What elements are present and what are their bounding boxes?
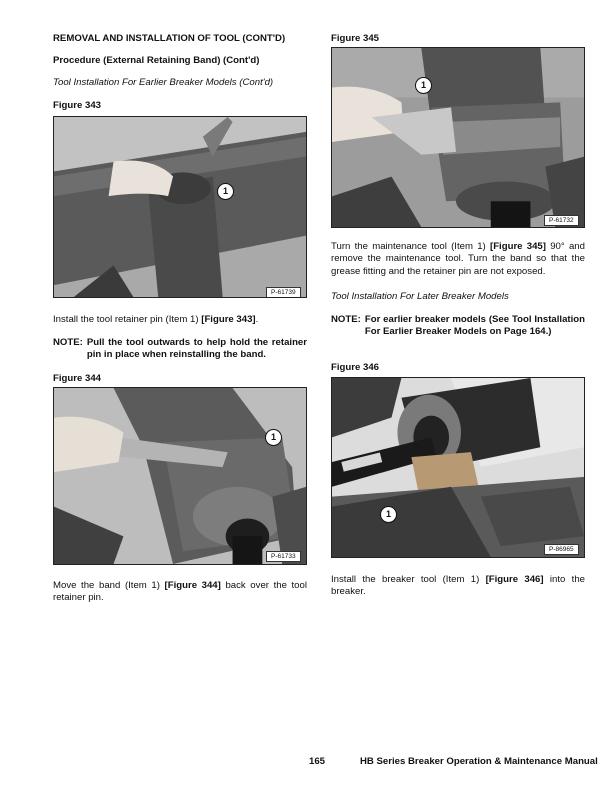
figure-346-label: Figure 346 [331, 362, 379, 373]
note-text: For earlier breaker models (See Tool Installation For Earlier Breaker Models on Page 164.) [364, 314, 585, 338]
italic-subheading-later: Tool Installation For Later Breaker Models [331, 291, 509, 302]
figure-ref: [Figure 344] [164, 580, 221, 591]
figure-345-callout: 1 [415, 77, 432, 94]
figure-344-callout: 1 [265, 429, 282, 446]
text-run: Install the breaker tool (Item 1) [331, 574, 486, 585]
figure-344-photo [53, 387, 307, 565]
figure-ref: [Figure 345] [490, 241, 546, 252]
figure-343-label: Figure 343 [53, 100, 101, 111]
figure-343-photo [53, 116, 307, 298]
figure-346-callout: 1 [380, 506, 397, 523]
text-run: back over the tool retainer pin. [53, 580, 307, 604]
figure-346-photo-id: P-86965 [544, 544, 579, 555]
manual-title: HB Series Breaker Operation & Maintenance Manual [360, 756, 598, 767]
section-heading: REMOVAL AND INSTALLATION OF TOOL (CONT'D) [53, 33, 286, 44]
right-instruction-1 [331, 241, 585, 278]
right-note [331, 314, 585, 339]
text-run: into the breaker. [331, 574, 585, 598]
left-instruction-2 [53, 580, 307, 605]
figure-345-label: Figure 345 [331, 33, 379, 44]
note-label: NOTE: [53, 337, 83, 348]
right-instruction-2 [331, 574, 585, 599]
note-text: Pull the tool outwards to help hold the retainer pin in place when reinstalling the band. [86, 337, 307, 361]
figure-345-photo-id: P-61732 [544, 215, 579, 226]
figure-345-photo [331, 47, 585, 228]
left-note [53, 337, 307, 362]
text-run: Move the band (Item 1) [53, 580, 165, 591]
procedure-subheading: Procedure (External Retaining Band) (Cont'd) [53, 55, 260, 66]
figure-344-label: Figure 344 [53, 373, 101, 384]
figure-344-photo-id: P-61733 [266, 551, 301, 562]
figure-346-photo [331, 377, 585, 558]
left-instruction-1 [53, 314, 307, 326]
figure-343-photo-id: P-61739 [266, 287, 301, 298]
text-run: 90° and remove the maintenance tool. Turn the band so that the grease fitting and the retainer pin are not exposed. [331, 241, 585, 277]
figure-ref: [Figure 343] [201, 314, 256, 325]
text-run: Install the tool retainer pin (Item 1) [53, 314, 202, 325]
italic-subheading-earlier: Tool Installation For Earlier Breaker Models (Cont'd) [53, 77, 274, 88]
note-label: NOTE: [331, 314, 361, 325]
figure-ref: [Figure 346] [485, 574, 544, 585]
text-run: . [255, 314, 259, 325]
figure-343-callout: 1 [217, 183, 234, 200]
page-number: 165 [309, 756, 326, 767]
text-run: Turn the maintenance tool (Item 1) [331, 241, 490, 252]
